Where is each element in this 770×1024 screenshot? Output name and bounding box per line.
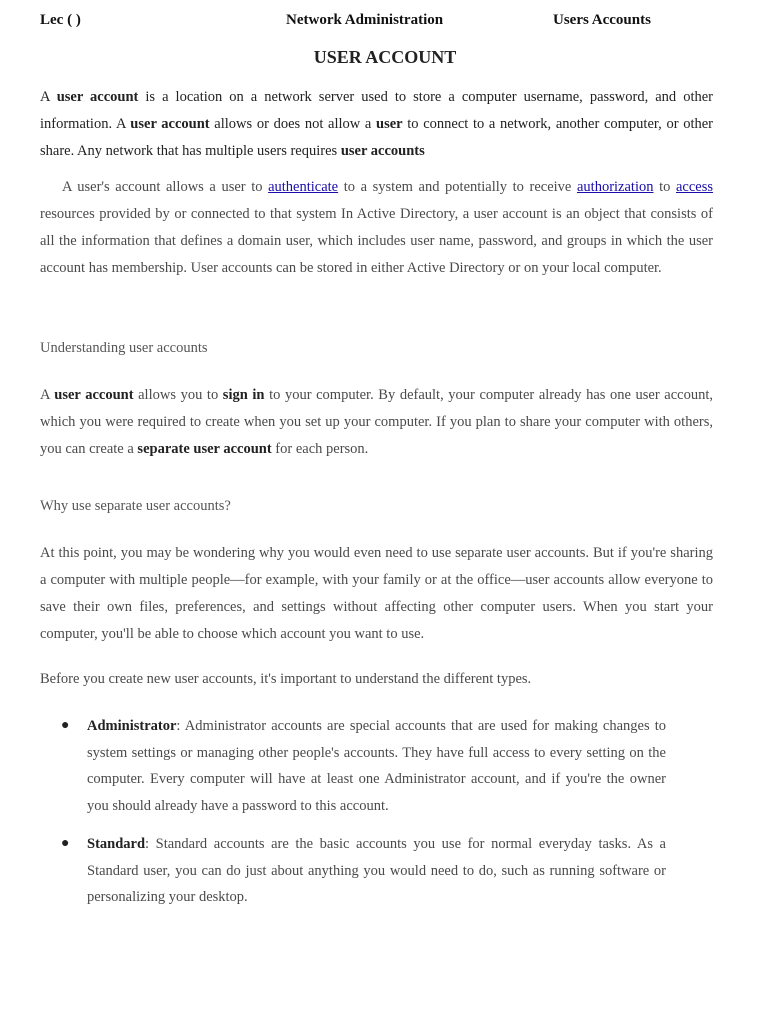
account-types-list [60,713,666,819]
authenticate-link[interactable]: authenticate [268,179,339,195]
understanding-paragraph [40,382,713,463]
bold-term: user account [56,89,139,105]
text: allows you to [133,387,223,403]
text: A [40,89,57,105]
header-course: Network Administration [286,12,444,28]
text: A user's account allows a user to [62,179,269,195]
page-title: USER ACCOUNT [313,47,457,67]
bold-term: sign in [222,387,265,403]
header-lecture: Lec ( ) [40,12,81,28]
bullet-icon: ● [61,718,70,733]
section-heading-understanding: Understanding user accounts [40,340,208,356]
section-heading-why: Why use separate user accounts? [40,498,231,514]
why-paragraph: At this point, you may be wondering why you would even need to use separate user accounts. But if you're sharing a computer with multiple people—for example, with your family or at the office—user accounts allow everyone to save their own files, preferences, and settings without affecting other computer users. When you start your computer, you'll be able to choose which account you want to use. [40,545,713,642]
list-item [60,713,666,819]
bold-term: user account [54,387,134,403]
bold-term: separate user account [137,441,272,457]
text: to connect to a network, another computer, or other share. Any network that has multiple users requires [40,116,713,159]
types-intro-paragraph: Before you create new user accounts, it's important to understand the different types. [40,671,532,687]
text: is a location on a network server used to store a computer username, password, and other information. A [40,89,713,132]
text: resources provided by or connected to that system In Active Directory, a user account is an object that consists of all the information that defines a domain user, which includes user name, password, and groups in which the user account has membership. User accounts can be stored in either Active Directory or on your local computer. [40,206,713,276]
list-term: Administrator [87,718,177,734]
text: for each person. [271,441,369,457]
definition-paragraph [40,174,713,282]
text: to [653,179,676,195]
account-types-list-2 [60,831,666,911]
text: allows or does not allow a [209,116,376,132]
bold-term: user [376,116,403,132]
list-text: : Standard accounts are the basic accounts you use for normal everyday tasks. As a Standard user, you can do just about anything you would need to do, such as running software or personalizing your desktop. [87,836,666,905]
text: to a system and potentially to receive [338,179,577,195]
bold-term: user accounts [340,143,425,159]
bold-term: user account [130,116,210,132]
authorization-link[interactable]: authorization [576,179,654,195]
header-topic: Users Accounts [553,12,651,28]
list-item [60,831,666,911]
text: A [40,387,55,403]
intro-paragraph [40,84,713,165]
list-text: : Administrator accounts are special accounts that are used for making changes to system settings or managing other people's accounts. They have full access to every setting on the computer. Every computer will have at least one Administrator account, and if you're the owner you should already have a password to this account. [87,718,666,814]
bullet-icon: ● [61,836,70,851]
text: to your computer. By default, your computer already has one user account, which you were required to create when you set up your computer. If you plan to share your computer with others, you can create a [40,387,713,457]
list-term: Standard [87,836,146,852]
access-link[interactable]: access [675,179,714,195]
